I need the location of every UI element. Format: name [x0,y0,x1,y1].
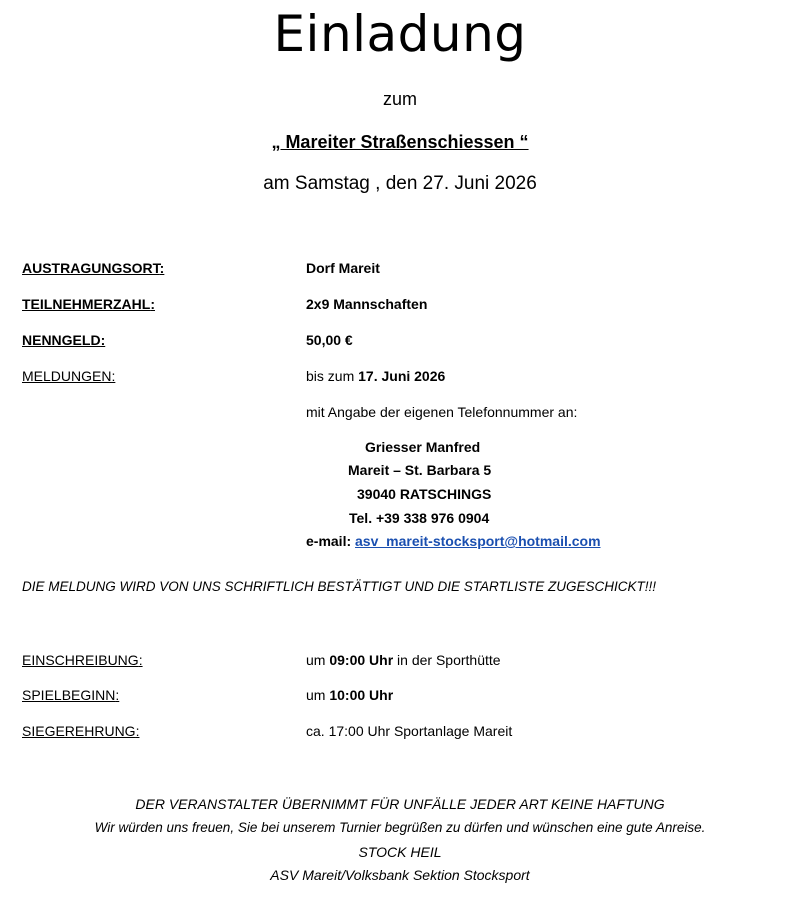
contact-city: 39040 RATSCHINGS [357,486,492,502]
page-title: Einladung [273,5,527,63]
value-teilnehmerzahl: 2x9 Mannschaften [306,296,428,312]
contact-street: Mareit – St. Barbara 5 [348,462,492,478]
value-spielbeginn: um 10:00 Uhr [306,687,394,703]
contact-email-row [306,532,601,550]
email-label: e-mail: [306,533,352,549]
liability-disclaimer: DER VERANSTALTER ÜBERNIMMT FÜR UNFÄLLE JEDER ART KEINE HAFTUNG [135,796,665,812]
event-date: am Samstag , den 27. Juni 2026 [263,173,537,194]
label-spielbeginn: SPIELBEGINN: [22,687,120,703]
greeting-text: Wir würden uns freuen, Sie bei unserem Turnier begrüßen zu dürfen und wünschen eine gute Anreise. [94,820,706,835]
contact-name: Griesser Manfred [365,439,481,455]
label-meldungen: MELDUNGEN: [22,368,116,384]
registration-instruction: mit Angabe der eigenen Telefonnummer an: [306,404,578,420]
value-meldungen: bis zum 17. Juni 2026 [306,368,446,384]
label-nenngeld: NENNGELD: [22,332,106,348]
organizer-name: ASV Mareit/Volksbank Sektion Stocksport [270,867,530,883]
subtitle-zum: zum [382,89,417,109]
label-teilnehmerzahl: TEILNEHMERZAHL: [22,296,155,312]
label-austragungsort: AUSTRAGUNGSORT: [22,260,165,276]
confirmation-notice: DIE MELDUNG WIRD VON UNS SCHRIFTLICH BESTÄTTIGT UND DIE STARTLISTE ZUGESCHICKT!!! [22,579,657,594]
label-einschreibung: EINSCHREIBUNG: [22,652,143,668]
contact-phone: Tel. +39 338 976 0904 [349,510,490,526]
value-siegerehrung: ca. 17:00 Uhr Sportanlage Mareit [306,723,513,739]
value-einschreibung: um 09:00 Uhr in der Sporthütte [306,652,501,668]
value-austragungsort: Dorf Mareit [306,260,380,276]
email-link[interactable]: asv_mareit-stocksport@hotmail.com [355,533,601,549]
event-name: „ Mareiter Straßenschiessen “ [271,132,529,152]
label-siegerehrung: SIEGEREHRUNG: [22,723,140,739]
value-nenngeld: 50,00 € [306,332,353,348]
salute-text: STOCK HEIL [358,844,442,860]
